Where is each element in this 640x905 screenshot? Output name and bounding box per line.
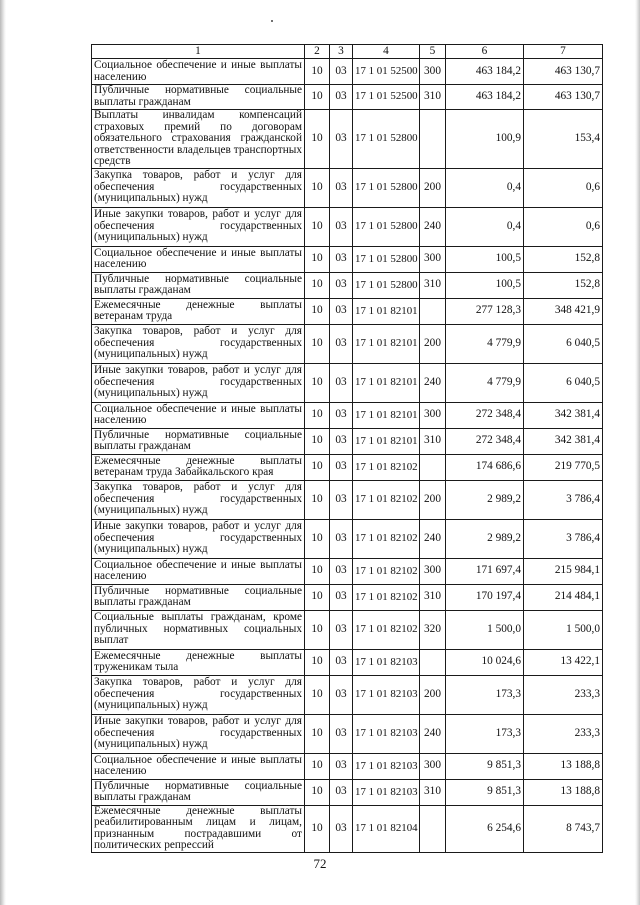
row-amount-1: 173,3 <box>446 675 524 714</box>
table-row <box>92 402 603 428</box>
row-subsection: 03 <box>330 480 353 519</box>
table-row <box>92 480 603 519</box>
row-amount-1: 170 197,4 <box>446 584 524 610</box>
row-target-code: 17 1 01 82103 <box>353 649 420 675</box>
row-section: 10 <box>305 428 330 454</box>
row-amount-2: 219 770,5 <box>524 454 603 480</box>
col-header-expense-type: 5 <box>420 45 446 59</box>
row-name: Закупка товаров, работ и услуг для обеспечения государственных (муниципальных) нужд <box>92 168 305 207</box>
row-name: Иные закупки товаров, работ и услуг для обеспечения государственных (муниципальных) нужд <box>92 519 305 558</box>
table-row <box>92 779 603 805</box>
row-section: 10 <box>305 324 330 363</box>
row-target-code: 17 1 01 82103 <box>353 714 420 753</box>
row-subsection: 03 <box>330 454 353 480</box>
row-name: Социальные выплаты гражданам, кроме публичных нормативных социальных выплат <box>92 610 305 649</box>
row-subsection: 03 <box>330 805 353 852</box>
row-amount-1: 1 500,0 <box>446 610 524 649</box>
row-section: 10 <box>305 110 330 169</box>
row-target-code: 17 1 01 52500 <box>353 85 420 110</box>
table-row <box>92 324 603 363</box>
row-amount-1: 463 184,2 <box>446 85 524 110</box>
row-target-code: 17 1 01 82103 <box>353 753 420 779</box>
row-name: Ежемесячные денежные выплаты реабилитированным лицам и лицам, признанным пострадавшими от политических репрессий <box>92 805 305 852</box>
row-name: Закупка товаров, работ и услуг для обеспечения государственных (муниципальных) нужд <box>92 480 305 519</box>
row-subsection: 03 <box>330 363 353 402</box>
row-subsection: 03 <box>330 610 353 649</box>
row-expense-type: 310 <box>420 85 446 110</box>
row-name: Социальное обеспечение и иные выплаты населению <box>92 753 305 779</box>
row-amount-1: 6 254,6 <box>446 805 524 852</box>
row-amount-2: 6 040,5 <box>524 363 603 402</box>
row-section: 10 <box>305 714 330 753</box>
row-subsection: 03 <box>330 272 353 298</box>
row-subsection: 03 <box>330 207 353 246</box>
table-row <box>92 59 603 85</box>
row-subsection: 03 <box>330 558 353 584</box>
row-amount-1: 174 686,6 <box>446 454 524 480</box>
table-row <box>92 584 603 610</box>
row-section: 10 <box>305 272 330 298</box>
row-amount-2: 153,4 <box>524 110 603 169</box>
row-name: Социальное обеспечение и иные выплаты населению <box>92 246 305 272</box>
row-expense-type: 240 <box>420 363 446 402</box>
table-row <box>92 85 603 110</box>
row-target-code: 17 1 01 82103 <box>353 675 420 714</box>
row-amount-1: 10 024,6 <box>446 649 524 675</box>
row-section: 10 <box>305 402 330 428</box>
row-subsection: 03 <box>330 298 353 324</box>
row-subsection: 03 <box>330 428 353 454</box>
row-amount-1: 100,5 <box>446 272 524 298</box>
row-expense-type: 310 <box>420 584 446 610</box>
row-subsection: 03 <box>330 85 353 110</box>
budget-table <box>91 44 603 853</box>
row-target-code: 17 1 01 82103 <box>353 779 420 805</box>
row-amount-2: 0,6 <box>524 168 603 207</box>
row-target-code: 17 1 01 52800 <box>353 168 420 207</box>
row-expense-type: 300 <box>420 59 446 85</box>
row-section: 10 <box>305 675 330 714</box>
row-name: Публичные нормативные социальные выплаты гражданам <box>92 779 305 805</box>
table-row <box>92 454 603 480</box>
row-amount-1: 100,9 <box>446 110 524 169</box>
row-expense-type: 200 <box>420 324 446 363</box>
row-expense-type <box>420 110 446 169</box>
row-amount-1: 277 128,3 <box>446 298 524 324</box>
row-section: 10 <box>305 610 330 649</box>
row-section: 10 <box>305 298 330 324</box>
row-section: 10 <box>305 207 330 246</box>
row-target-code: 17 1 01 52800 <box>353 207 420 246</box>
row-subsection: 03 <box>330 675 353 714</box>
row-amount-1: 4 779,9 <box>446 324 524 363</box>
row-target-code: 17 1 01 52500 <box>353 59 420 85</box>
table-row <box>92 753 603 779</box>
row-target-code: 17 1 01 82102 <box>353 480 420 519</box>
scan-speck <box>271 20 273 22</box>
row-name: Иные закупки товаров, работ и услуг для обеспечения государственных (муниципальных) нужд <box>92 207 305 246</box>
col-header-subsection: 3 <box>330 45 353 59</box>
row-expense-type <box>420 454 446 480</box>
row-name: Иные закупки товаров, работ и услуг для обеспечения государственных (муниципальных) нужд <box>92 363 305 402</box>
row-name: Выплаты инвалидам компенсаций страховых премий по договорам обязательного страхования гражданской ответственности владельцев транспортных средств <box>92 110 305 169</box>
row-amount-2: 463 130,7 <box>524 85 603 110</box>
row-target-code: 17 1 01 82101 <box>353 324 420 363</box>
row-target-code: 17 1 01 82102 <box>353 584 420 610</box>
row-subsection: 03 <box>330 649 353 675</box>
table-row <box>92 714 603 753</box>
table-row <box>92 298 603 324</box>
row-target-code: 17 1 01 82101 <box>353 363 420 402</box>
table-row <box>92 649 603 675</box>
row-subsection: 03 <box>330 714 353 753</box>
scan-edge-left <box>0 0 6 905</box>
row-subsection: 03 <box>330 753 353 779</box>
row-target-code: 17 1 01 52800 <box>353 246 420 272</box>
row-section: 10 <box>305 480 330 519</box>
row-target-code: 17 1 01 82102 <box>353 519 420 558</box>
row-amount-2: 233,3 <box>524 714 603 753</box>
row-amount-1: 272 348,4 <box>446 402 524 428</box>
scan-edge-right <box>635 0 640 905</box>
row-amount-1: 0,4 <box>446 168 524 207</box>
row-section: 10 <box>305 649 330 675</box>
row-name: Социальное обеспечение и иные выплаты населению <box>92 558 305 584</box>
row-amount-1: 2 989,2 <box>446 519 524 558</box>
row-name: Публичные нормативные социальные выплаты гражданам <box>92 584 305 610</box>
row-amount-2: 152,8 <box>524 272 603 298</box>
row-subsection: 03 <box>330 168 353 207</box>
row-subsection: 03 <box>330 779 353 805</box>
row-amount-1: 9 851,3 <box>446 779 524 805</box>
row-amount-1: 171 697,4 <box>446 558 524 584</box>
row-expense-type: 240 <box>420 519 446 558</box>
table-row <box>92 272 603 298</box>
col-header-section: 2 <box>305 45 330 59</box>
row-subsection: 03 <box>330 584 353 610</box>
row-amount-1: 463 184,2 <box>446 59 524 85</box>
col-header-amount-2: 7 <box>524 45 603 59</box>
row-name: Публичные нормативные социальные выплаты гражданам <box>92 85 305 110</box>
row-target-code: 17 1 01 82101 <box>353 298 420 324</box>
row-amount-2: 342 381,4 <box>524 428 603 454</box>
row-section: 10 <box>305 168 330 207</box>
table-row <box>92 363 603 402</box>
row-amount-2: 463 130,7 <box>524 59 603 85</box>
row-name: Закупка товаров, работ и услуг для обеспечения государственных (муниципальных) нужд <box>92 675 305 714</box>
table-row <box>92 558 603 584</box>
row-amount-2: 3 786,4 <box>524 480 603 519</box>
row-section: 10 <box>305 584 330 610</box>
row-amount-1: 2 989,2 <box>446 480 524 519</box>
row-amount-2: 13 422,1 <box>524 649 603 675</box>
row-amount-1: 4 779,9 <box>446 363 524 402</box>
row-name: Ежемесячные денежные выплаты ветеранам труда <box>92 298 305 324</box>
row-section: 10 <box>305 753 330 779</box>
row-expense-type <box>420 649 446 675</box>
row-target-code: 17 1 01 82104 <box>353 805 420 852</box>
row-amount-2: 13 188,8 <box>524 753 603 779</box>
row-name: Публичные нормативные социальные выплаты гражданам <box>92 272 305 298</box>
row-expense-type: 310 <box>420 428 446 454</box>
row-amount-1: 9 851,3 <box>446 753 524 779</box>
row-section: 10 <box>305 454 330 480</box>
row-expense-type: 300 <box>420 402 446 428</box>
row-amount-1: 173,3 <box>446 714 524 753</box>
row-expense-type: 300 <box>420 246 446 272</box>
row-expense-type: 300 <box>420 558 446 584</box>
row-expense-type: 200 <box>420 675 446 714</box>
row-name: Иные закупки товаров, работ и услуг для обеспечения государственных (муниципальных) нужд <box>92 714 305 753</box>
table-row <box>92 675 603 714</box>
row-amount-1: 272 348,4 <box>446 428 524 454</box>
table-row <box>92 207 603 246</box>
row-expense-type <box>420 805 446 852</box>
col-header-target-code: 4 <box>353 45 420 59</box>
row-expense-type: 200 <box>420 168 446 207</box>
table-row <box>92 110 603 169</box>
row-section: 10 <box>305 805 330 852</box>
row-amount-2: 6 040,5 <box>524 324 603 363</box>
row-subsection: 03 <box>330 110 353 169</box>
row-expense-type: 240 <box>420 207 446 246</box>
row-name: Публичные нормативные социальные выплаты гражданам <box>92 428 305 454</box>
row-expense-type: 200 <box>420 480 446 519</box>
row-subsection: 03 <box>330 59 353 85</box>
row-expense-type: 300 <box>420 753 446 779</box>
row-amount-1: 100,5 <box>446 246 524 272</box>
table-row <box>92 428 603 454</box>
table-row <box>92 519 603 558</box>
row-target-code: 17 1 01 82101 <box>353 402 420 428</box>
row-name: Ежемесячные денежные выплаты труженикам тыла <box>92 649 305 675</box>
row-amount-2: 3 786,4 <box>524 519 603 558</box>
row-section: 10 <box>305 363 330 402</box>
row-subsection: 03 <box>330 324 353 363</box>
col-header-name: 1 <box>92 45 305 59</box>
row-section: 10 <box>305 59 330 85</box>
row-section: 10 <box>305 779 330 805</box>
row-amount-2: 8 743,7 <box>524 805 603 852</box>
row-amount-2: 214 484,1 <box>524 584 603 610</box>
row-expense-type: 320 <box>420 610 446 649</box>
table-row <box>92 610 603 649</box>
row-amount-2: 348 421,9 <box>524 298 603 324</box>
row-amount-2: 13 188,8 <box>524 779 603 805</box>
row-amount-2: 233,3 <box>524 675 603 714</box>
row-subsection: 03 <box>330 519 353 558</box>
row-expense-type: 240 <box>420 714 446 753</box>
table-row <box>92 168 603 207</box>
row-name: Социальное обеспечение и иные выплаты населению <box>92 402 305 428</box>
page-number: 72 <box>313 856 327 871</box>
row-section: 10 <box>305 246 330 272</box>
row-target-code: 17 1 01 82101 <box>353 428 420 454</box>
row-target-code: 17 1 01 82102 <box>353 558 420 584</box>
row-section: 10 <box>305 558 330 584</box>
row-subsection: 03 <box>330 246 353 272</box>
row-name: Закупка товаров, работ и услуг для обеспечения государственных (муниципальных) нужд <box>92 324 305 363</box>
table-row <box>92 805 603 852</box>
row-amount-2: 1 500,0 <box>524 610 603 649</box>
row-expense-type: 310 <box>420 272 446 298</box>
table-header <box>92 45 603 59</box>
row-name: Ежемесячные денежные выплаты ветеранам труда Забайкальского края <box>92 454 305 480</box>
row-target-code: 17 1 01 52800 <box>353 272 420 298</box>
row-amount-2: 0,6 <box>524 207 603 246</box>
row-target-code: 17 1 01 82102 <box>353 610 420 649</box>
row-subsection: 03 <box>330 402 353 428</box>
row-amount-2: 342 381,4 <box>524 402 603 428</box>
row-section: 10 <box>305 519 330 558</box>
row-target-code: 17 1 01 52800 <box>353 110 420 169</box>
row-target-code: 17 1 01 82102 <box>353 454 420 480</box>
table-row <box>92 246 603 272</box>
col-header-amount-1: 6 <box>446 45 524 59</box>
row-name: Социальное обеспечение и иные выплаты населению <box>92 59 305 85</box>
row-amount-1: 0,4 <box>446 207 524 246</box>
row-expense-type: 310 <box>420 779 446 805</box>
row-amount-2: 152,8 <box>524 246 603 272</box>
row-amount-2: 215 984,1 <box>524 558 603 584</box>
row-section: 10 <box>305 85 330 110</box>
row-expense-type <box>420 298 446 324</box>
header-row <box>92 45 603 59</box>
table-body <box>92 59 603 853</box>
